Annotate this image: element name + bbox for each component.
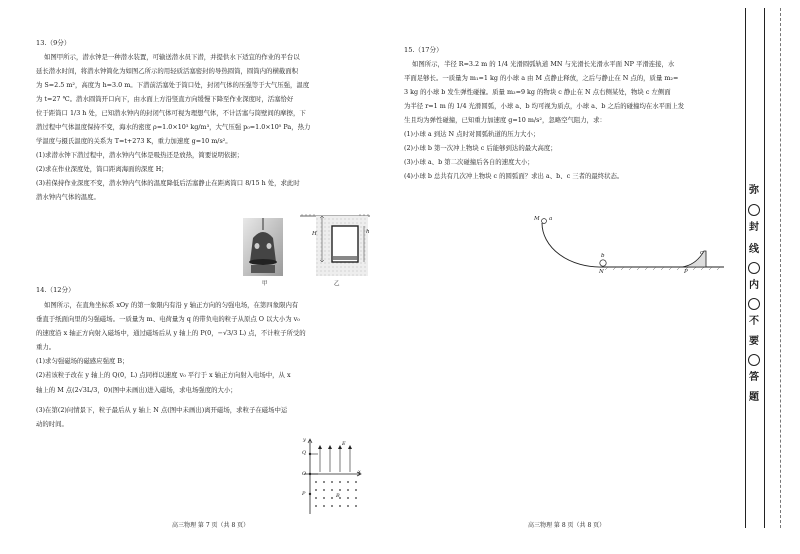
q14-line-7: 轴上的 M 点(2√3L/3，0)(图中未画出)进入磁场，求电场强度的大小；	[36, 386, 237, 394]
seal-char-7: 答	[749, 372, 759, 383]
seal-dashed-line	[780, 8, 781, 528]
q14-line-9: 动的时间。	[36, 420, 68, 428]
q13-line-6: 潜过程中气体温度保持不变，海水的密度 ρ=1.0×10³ kg/m³，大气压强 p₀=1.0×10⁵ Pa，热力	[36, 123, 311, 131]
q13-line-8: (1)求潜水钟下潜过程中，潜水钟内气体是吸热还是放热，简要说明依据；	[36, 151, 244, 159]
q15-line-9: (4)小球 b 总共有几次冲上物块 c 的圆弧面？求出 a、b、c 三者的最终状态。	[404, 172, 624, 180]
diving-bell-photo	[243, 218, 283, 276]
q14-line-1: 如图所示，在直角坐标系 xOy 的第一象限内有沿 y 轴正方向的匀强电场，在第四象限内有	[44, 301, 299, 309]
fig-h-label: h	[366, 229, 370, 235]
q14-fig-Q: Q	[302, 450, 307, 456]
q15-line-1: 如图所示，半径 R=3.2 m 的 1/4 光滑圆弧轨道 MN 与光滑长光滑水平面 NP 平滑连接，水	[412, 60, 675, 68]
seal-circle-4	[748, 354, 760, 366]
seal-circle-1	[748, 204, 760, 216]
q15-track-diagram	[528, 205, 728, 277]
fig-jia-label: 甲	[262, 281, 268, 287]
seal-char-8: 题	[749, 392, 759, 403]
q14-line-8: (3)在第(2)问情景下，粒子最后从 y 轴上 N 点(图中未画出)离开磁场，求粒子在磁场中运	[36, 406, 288, 414]
right-page	[400, 0, 745, 554]
q14-fig-E: E	[342, 441, 346, 447]
seal-circle-2	[748, 262, 760, 274]
q14-line-6: (2)若该粒子改在 y 轴上的 Q(0，L) 点同样以速度 v₀ 平行于 x 轴正方向射入电场中，从 x	[36, 371, 291, 379]
q15-fig-b: b	[601, 253, 605, 259]
q14-line-2: 垂直于纸面向里的匀强磁场。一质量为 m、电荷量为 q 的带负电的粒子从原点 O 以大小为 v₀	[36, 315, 300, 323]
q13-line-10: (3)若保持作业深度不变，潜水钟内气体的温度降低后活塞静止在距离筒口 8/15 h 处，求此时	[36, 179, 300, 187]
q15-fig-N: N	[599, 269, 604, 275]
q13-line-7: 学温度与摄氏温度的关系为 T=t+273 K，重力加速度 g=10 m/s²。	[36, 137, 232, 145]
q14-fig-P: P	[302, 491, 306, 497]
seal-char-4: 内	[749, 280, 759, 291]
seal-char-2: 封	[749, 222, 759, 233]
q15-line-2: 平面足够长。一质量为 m₁=1 kg 的小球 a 由 M 点静止释放，之后与静止在 N 点的，质量 m₂=	[404, 74, 679, 82]
q14-line-4: 重力。	[36, 343, 56, 351]
q15-line-3: 3 kg 的小球 b 发生弹性碰撞。质量 m₃=9 kg 的物块 c 静止在 N 点右侧某处，物块 c 左侧面	[404, 88, 671, 96]
cylinder-diagram	[300, 210, 370, 282]
q13-line-11: 潜水钟内气体的温度。	[36, 193, 100, 201]
q14-fig-O: O	[302, 471, 307, 477]
q14-fig-B: B	[336, 493, 340, 499]
q13-line-3: 为 S=2.5 m²，高度为 h=3.0 m。下潜前活塞处于筒口处，封闭气体的压强等于大气压强，温度	[36, 81, 310, 89]
seal-circle-3	[748, 298, 760, 310]
q14-heading: 14.（12分）	[36, 286, 75, 294]
q13-line-2: 延长潜水时间，将潜水钟简化为如图乙所示的用轻质活塞密封的导热圆筒，圆筒内的横截面积	[36, 67, 299, 75]
fig-H-label: H	[312, 231, 317, 237]
fig-yi-label: 乙	[334, 281, 340, 287]
seal-char-3: 线	[749, 244, 759, 255]
q13-line-1: 如图甲所示，潜水钟是一种潜水装置，可输送潜水员下潜，并提供水下适宜的作业的平台以	[44, 53, 300, 61]
right-footer: 高三物理 第 8 页（共 8 页）	[528, 522, 606, 529]
q15-heading: 15.（17分）	[404, 46, 443, 54]
q15-line-8: (3)小球 a、b 第二次碰撞后各自的速度大小；	[404, 158, 534, 166]
q14-line-3: 的速度沿 x 轴正方向射入磁场中，通过磁场后从 y 轴上的 P(0，−√3/3 L) 点，不计粒子所受的	[36, 329, 306, 337]
seal-char-1: 弥	[749, 185, 759, 196]
q15-line-7: (2)小球 b 第一次冲上物块 c 后能够到达的最大高度；	[404, 144, 557, 152]
q14-fig-x: x	[358, 469, 361, 475]
q15-line-4: 为半径 r=1 m 的 1/4 光滑圆弧，小球 a、b 均可视为质点，小球 a、b 之后的碰撞均在水平面上发	[404, 102, 685, 110]
q13-line-9: (2)求在作业深度处，筒口距离海面的深度 H；	[36, 165, 168, 173]
q15-fig-a: a	[549, 216, 553, 222]
q14-line-5: (1)求匀强磁场的磁感应强度 B；	[36, 357, 129, 365]
q13-line-5: 位于距筒口 1/3 h 处，已知潜水钟内的封闭气体可视为理想气体，不计活塞与筒壁间的摩擦，下	[36, 109, 306, 117]
q15-fig-c: c	[700, 250, 704, 256]
seal-char-6: 要	[749, 336, 759, 347]
left-footer: 高三物理 第 7 页（共 8 页）	[172, 522, 250, 529]
q13-heading: 13.（9分）	[36, 39, 71, 47]
q15-fig-P: P	[684, 269, 688, 275]
q13-line-4: 为 t=27 ℃。潜水圆筒开口向下，由水面上方沿竖直方向缓慢下降至作业深度时，活塞恰好	[36, 95, 294, 103]
q14-fig-y: y	[303, 437, 306, 443]
seal-char-5: 不	[749, 316, 759, 327]
q15-line-6: (1)小球 a 到达 N 点时对圆弧轨道的压力大小；	[404, 130, 540, 138]
q15-fig-M: M	[534, 216, 540, 222]
q15-line-5: 生且均为弹性碰撞，已知重力加速度 g=10 m/s²，忽略空气阻力，求：	[404, 116, 606, 124]
